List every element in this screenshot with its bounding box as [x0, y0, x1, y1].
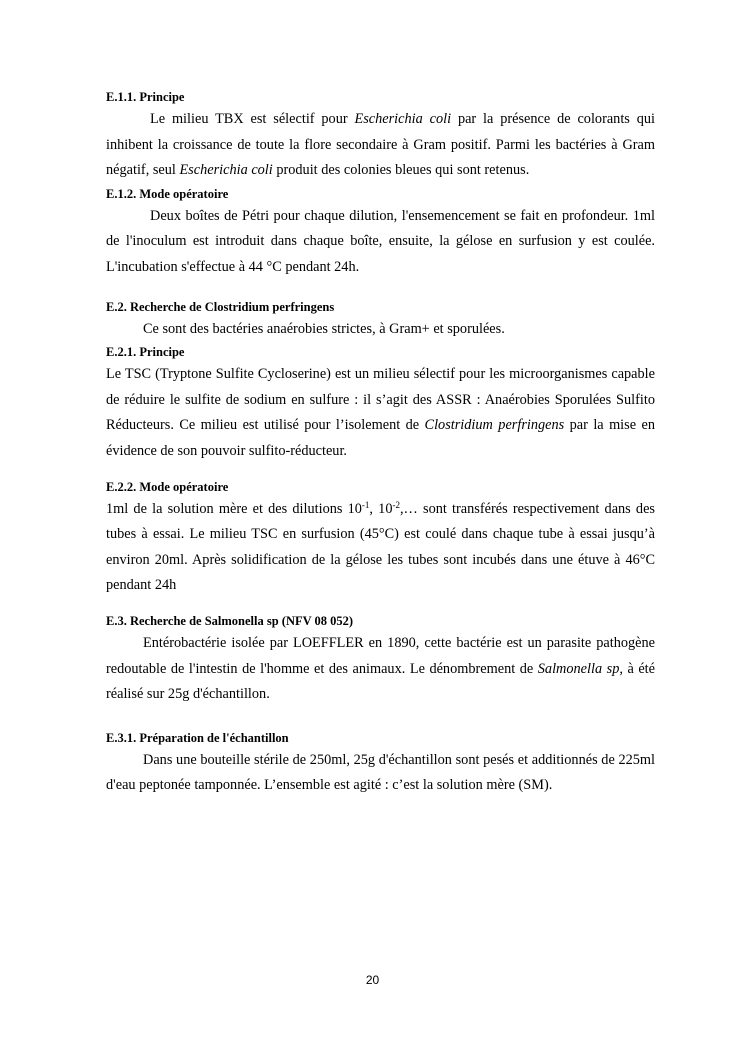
text-run: produit des colonies bleues qui sont retenus. [272, 162, 530, 179]
heading-e111: E.1.1. Principe [106, 90, 185, 104]
page-number: 20 [365, 973, 380, 987]
paragraph-e3 [106, 631, 655, 708]
spacer [106, 708, 655, 728]
text-run: 1ml de la solution mère et des dilutions 10 [106, 500, 362, 517]
text-run: par la présence de colorants qui inhibent la croissance de toute la flore secondaire à Gram positif. Parmi les bactéries à Gram négatif, seul [106, 111, 655, 179]
text-run: , à été réalisé sur 25g d'échantillon. [106, 660, 655, 703]
text-run: Entérobactérie isolée par LOEFFLER en 1890, cette bactérie est un parasite pathogène redoutable de l'intestin de l'homme et des animaux. Le dénombrement de [106, 634, 655, 677]
heading-e22: E.2.2. Mode opératoire [106, 479, 229, 494]
paragraph-e31: Dans une bouteille stérile de 250ml, 25g d'échantillon sont pesés et additionnés de 225ml d'eau peptonée tamponnée. L’ensemble est agité : c’est la solution mère (SM). [106, 751, 655, 794]
page-content [106, 87, 655, 799]
superscript: -1 [361, 499, 370, 510]
text-run: Le milieu TBX est sélectif pour [150, 111, 355, 127]
paragraph-e2: Ce sont des bactéries anaérobies strictes, à Gram+ et sporulées. [143, 320, 505, 337]
paragraph-e22 [106, 497, 655, 599]
text-run: , 10 [369, 500, 393, 517]
italic-species: Escherichia coli [354, 111, 452, 127]
heading-e31: E.3.1. Préparation de l'échantillon [106, 730, 289, 745]
heading-e3: E.3. Recherche de Salmonella sp (NFV 08 052) [106, 613, 354, 628]
italic-species: Clostridium perfringens [424, 417, 565, 434]
heading-e112: E.1.2. Mode opératoire [106, 186, 229, 201]
paragraph-e21 [106, 362, 655, 464]
text-run: ,… sont transférés respectivement dans des tubes à essai. Le milieu TSC en surfusion (45°C) est coulé dans chaque tube à essai jusqu’à environ 20ml. Après solidification de la gélose les tubes sont incubés dans une étuve à 46°C pendant 24h [106, 500, 655, 594]
text-run: par la mise en évidence de son pouvoir sulfito-réducteur. [106, 417, 655, 459]
spacer [106, 281, 655, 297]
superscript: -2 [392, 499, 400, 510]
heading-e2: E.2. Recherche de Clostridium perfringens [106, 299, 335, 314]
heading-e21: E.2.1. Principe [106, 345, 185, 360]
text-run: Le TSC (Tryptone Sulfite Cycloserine) est un milieu sélectif pour les microorganismes capable de réduire le sulfite de sodium en sulfure : il s’agit des ASSR : Anaérobies Sporulées Sulfito Réducteurs. Ce milieu est utilisé pour l’isolement de [106, 366, 655, 434]
spacer [106, 465, 655, 477]
italic-species: Escherichia coli [179, 162, 273, 179]
paragraph-e112: Deux boîtes de Pétri pour chaque dilution, l'ensemencement se fait en profondeur. 1ml de l'inoculum est introduit dans chaque boîte, ensuite, la gélose en surfusion y est coulée. L'incubation s'effectue à 44 °C pendant 24h. [106, 207, 655, 275]
italic-species: Salmonella sp [537, 660, 620, 677]
paragraph-e111 [106, 107, 655, 184]
spacer [106, 599, 655, 611]
